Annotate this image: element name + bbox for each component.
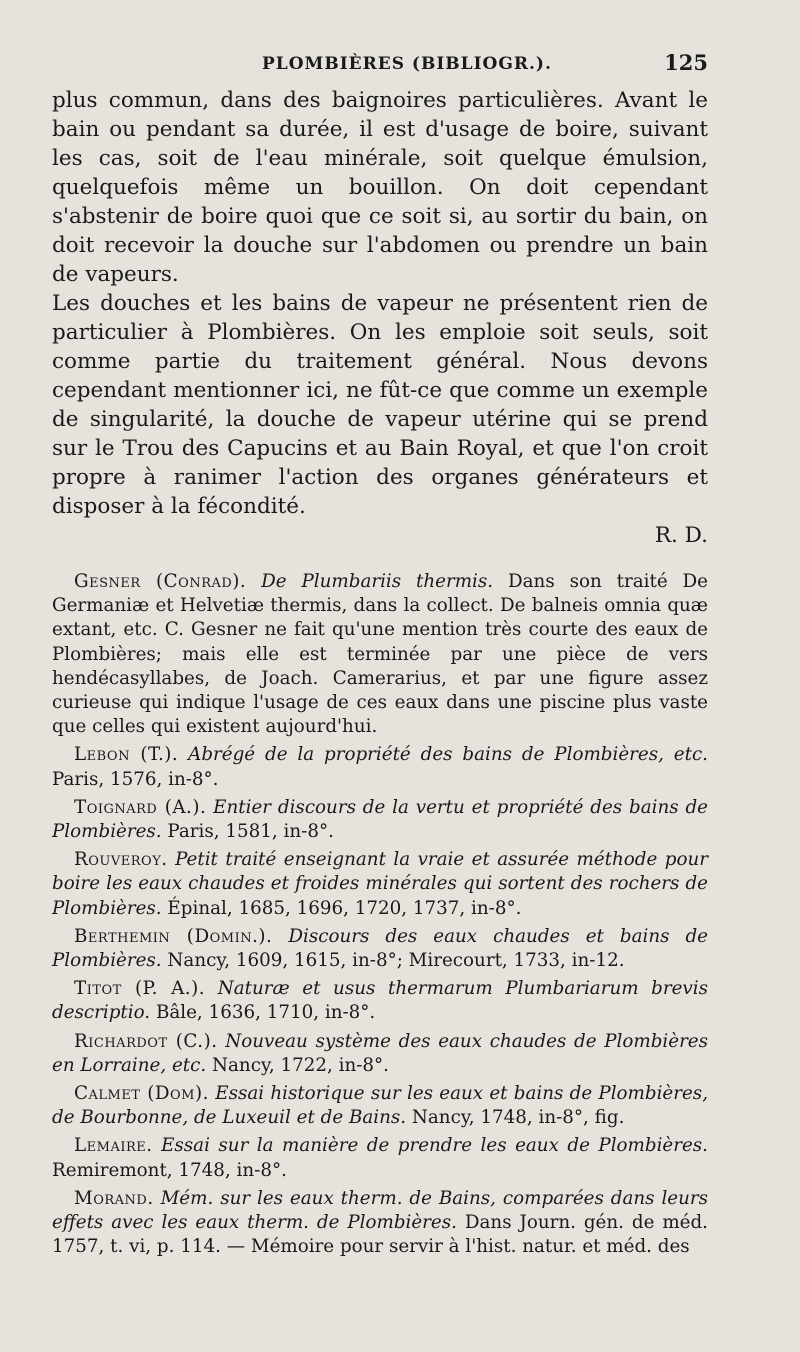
entry-title: Entier discours de la vertu et propriété des bains de Plombières.: [52, 796, 708, 843]
entry-details: Nancy, 1722, in-8°.: [212, 1054, 389, 1076]
bibliography: [52, 570, 708, 1259]
entry-title: Abrégé de la propriété des bains de Plombières, etc.: [188, 744, 708, 766]
entry-title: Essai sur la manière de prendre les eaux de Plombières.: [161, 1135, 708, 1157]
entry-details: Paris, 1581, in-8°.: [167, 821, 334, 843]
bibliography-entry: [52, 925, 708, 973]
entry-details: Dans son traité De Germaniæ et Helvetiæ thermis, dans la collect. De balneis omnia quæ extant, etc. C. Gesner ne fait qu'une mention très courte des eaux de Plombières; mais elle est terminée par une pièce de vers hendécasyllabes, de Joach. Camerarius, et par une figure assez curieuse qui indique l'usage de ces eaux dans une piscine plus vaste que celles qui existent aujourd'hui.: [52, 571, 709, 738]
entry-author: Calmet (Dom).: [74, 1083, 209, 1105]
entry-details: Épinal, 1685, 1696, 1720, 1737, in-8°.: [167, 897, 522, 919]
bibliography-entry: [52, 1082, 708, 1130]
entry-title: Naturæ et usus thermarum Plumbariarum brevis descriptio.: [52, 978, 708, 1024]
entry-details: Bâle, 1636, 1710, in-8°.: [155, 1002, 376, 1024]
running-title: PLOMBIÈRES (BIBLIOGR.).: [262, 54, 552, 74]
bibliography-entry: [52, 796, 708, 844]
bibliography-entry: [52, 977, 708, 1025]
page-header: [52, 50, 708, 84]
entry-author: Titot (P. A.).: [74, 978, 206, 1000]
bibliography-entry: [52, 570, 708, 739]
bibliography-entry: [52, 1134, 708, 1182]
entry-title: Petit traité enseignant la vraie et assurée méthode pour boire les eaux chaudes et froides minérales qui sortent des rochers de Plombières.: [52, 849, 708, 919]
entry-details: Remiremont, 1748, in-8°.: [52, 1159, 287, 1181]
page-number: 125: [664, 50, 708, 75]
author-signature: R. D.: [654, 523, 708, 548]
bibliography-entry: [52, 1030, 708, 1078]
entry-title: Discours des eaux chaudes et bains de Plombières.: [52, 925, 709, 972]
entry-title: Mém. sur les eaux therm. de Bains, comparées dans leurs effets avec les eaux therm. de Plombières.: [52, 1187, 708, 1234]
entry-author: Lebon (T.).: [74, 744, 179, 766]
entry-author: Lemaire.: [74, 1135, 153, 1157]
entry-title: De Plumbariis thermis.: [261, 571, 494, 592]
entry-details: Dans Journ. gén. de méd. 1757, t. vi, p. 114. — Mémoire pour servir à l'hist. natur. et méd. des: [52, 1212, 708, 1258]
bibliography-entry: [52, 848, 708, 921]
paragraph: plus commun, dans des baignoires particulières. Avant le bain ou pendant sa durée, il est d'usage de boire, suivant les cas, soit de l'eau minérale, soit quelque émulsion, quelquefois même un bouillon. On doit cependant s'abstenir de boire quoi que ce soit si, au sortir du bain, on doit recevoir la douche sur l'abdomen ou prendre un bain de vapeurs.: [52, 88, 708, 287]
bibliography-entry: [52, 1187, 708, 1260]
entry-title: Essai historique sur les eaux et bains de Plombières, de Bourbonne, de Luxeuil et de Bains.: [52, 1083, 709, 1129]
page-body: [52, 86, 708, 1263]
entry-details: Nancy, 1748, in-8°, fig.: [411, 1107, 625, 1129]
entry-details: Paris, 1576, in-8°.: [52, 768, 219, 790]
entry-details: Nancy, 1609, 1615, in-8°; Mirecourt, 1733, in-12.: [167, 950, 625, 972]
paragraph: Les douches et les bains de vapeur ne présentent rien de particulier à Plombières. On les emploie soit seuls, soit comme partie du traitement général. Nous devons cependant mentionner ici, ne fût-ce que comme un exemple de singularité, la douche de vapeur utérine qui se prend sur le Trou des Capucins et au Bain Royal, et que l'on croit propre à ranimer l'action des organes générateurs et disposer à la fécondité.: [52, 291, 708, 519]
entry-author: Berthemin (Domin.).: [74, 925, 273, 947]
entry-author: Richardot (C.).: [74, 1030, 218, 1052]
entry-author: Toignard (A.).: [74, 796, 207, 818]
entry-author: Gesner (Conrad).: [74, 571, 247, 592]
entry-author: Morand.: [74, 1187, 154, 1209]
entry-title: Nouveau système des eaux chaudes de Plombières en Lorraine, etc.: [52, 1030, 709, 1076]
bibliography-entry: [52, 743, 708, 791]
entry-author: Rouveroy.: [74, 849, 168, 871]
